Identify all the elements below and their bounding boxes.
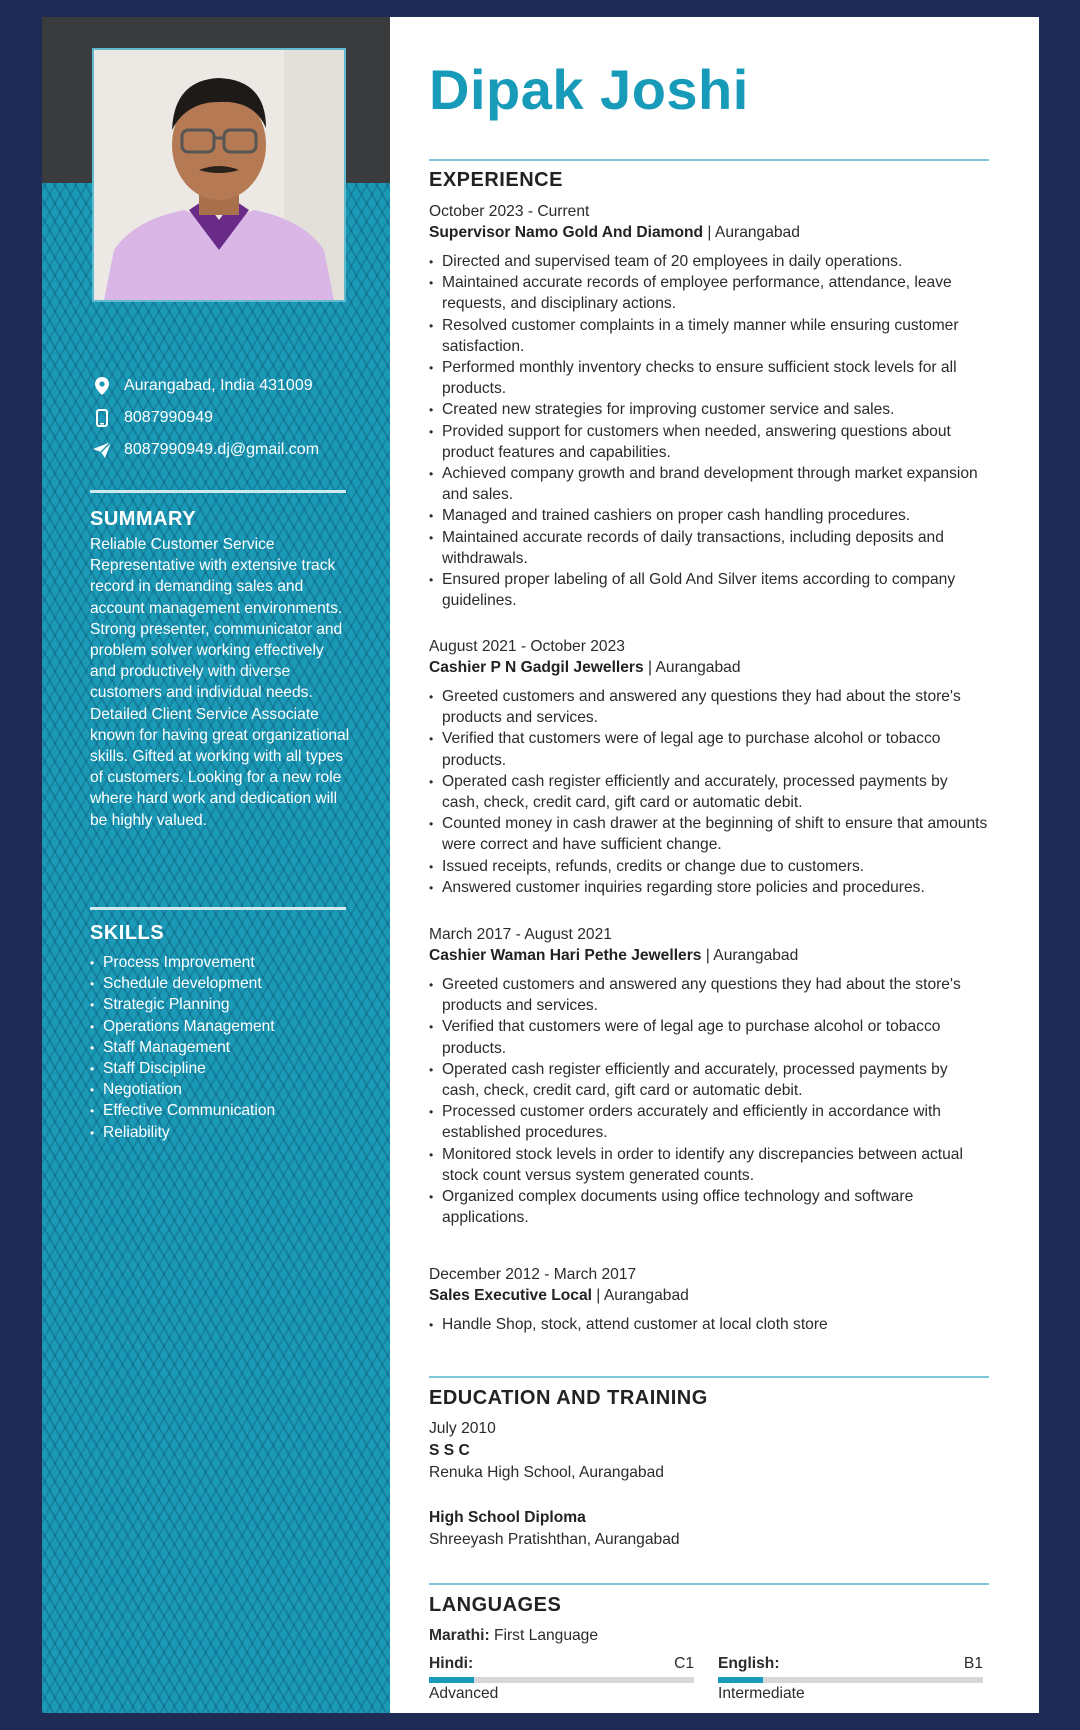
job-bullet: • Created new strategies for improving customer service and sales.: [429, 399, 989, 420]
language-level: First Language: [494, 1627, 599, 1644]
job-bullet: • Organized complex documents using office technology and software applications.: [429, 1186, 989, 1228]
job-bullet: • Ensured proper labeling of all Gold And Silver items according to company guidelines.: [429, 569, 989, 611]
job-bullet: • Issued receipts, refunds, credits or change due to customers.: [429, 856, 989, 877]
job-title: Supervisor Namo Gold And Diamond | Aurangabad: [429, 224, 800, 241]
job-bullet: • Verified that customers were of legal age to purchase alcohol or tobacco products.: [429, 728, 989, 770]
job-bullet: • Greeted customers and answered any questions they had about the store's products and services.: [429, 686, 989, 728]
location-pin-icon: [90, 376, 114, 396]
job-bullet: • Answered customer inquiries regarding store policies and procedures.: [429, 877, 989, 898]
job-bullets: [429, 686, 989, 898]
job-date: December 2012 - March 2017: [429, 1266, 637, 1283]
skill-item: • Staff Discipline: [90, 1058, 352, 1079]
section-rule: [429, 159, 989, 161]
skill-item: • Schedule development: [90, 973, 352, 994]
education-school: Renuka High School, Aurangabad: [429, 1464, 664, 1481]
job-bullet: • Verified that customers were of legal age to purchase alcohol or tobacco products.: [429, 1016, 989, 1058]
job-bullet: • Counted money in cash drawer at the beginning of shift to ensure that amounts were correct and have sufficient change.: [429, 813, 989, 855]
language-name: Hindi:: [429, 1655, 474, 1672]
languages-heading: LANGUAGES: [429, 1594, 562, 1616]
skills-heading: SKILLS: [90, 922, 165, 944]
job-bullet: • Managed and trained cashiers on proper cash handling procedures.: [429, 505, 989, 526]
email-link[interactable]: 8087990949.dj@gmail.com: [124, 441, 320, 458]
job-bullet: • Processed customer orders accurately and efficiently in accordance with established procedures.: [429, 1101, 989, 1143]
skill-item: • Strategic Planning: [90, 994, 352, 1015]
language-code: B1: [963, 1655, 983, 1672]
section-rule: [429, 1583, 989, 1585]
job-bullet: • Monitored stock levels in order to identify any discrepancies between actual stock count versus system generated counts.: [429, 1144, 989, 1186]
job-bullet: • Greeted customers and answered any questions they had about the store's products and services.: [429, 974, 989, 1016]
job-title: Sales Executive Local | Aurangabad: [429, 1287, 689, 1304]
job-bullet: • Operated cash register efficiently and accurately, processed payments by cash, check, credit card, gift card or automatic debit.: [429, 1059, 989, 1101]
job-bullet: • Provided support for customers when needed, answering questions about product features and capabilities.: [429, 421, 989, 463]
resume-page: [42, 17, 1039, 1713]
language-name: English:: [718, 1655, 780, 1672]
language-proficiency-bar: [429, 1677, 694, 1683]
sidebar: [42, 17, 390, 1713]
education-entry: [429, 1418, 989, 1484]
phone-icon: [90, 408, 114, 428]
native-language: [429, 1625, 989, 1647]
skill-item: • Process Improvement: [90, 952, 352, 973]
education-heading: EDUCATION AND TRAINING: [429, 1387, 708, 1409]
language-proficiency-fill: [429, 1677, 474, 1683]
language-code: C1: [674, 1655, 694, 1672]
job-date: March 2017 - August 2021: [429, 926, 612, 943]
phone-link[interactable]: 8087990949: [124, 409, 213, 426]
skill-item: • Negotiation: [90, 1079, 352, 1100]
skill-item: • Operations Management: [90, 1016, 352, 1037]
language-name: Marathi:: [429, 1627, 490, 1644]
summary-heading: SUMMARY: [90, 508, 197, 530]
language-proficiency-fill: [718, 1677, 763, 1683]
experience-heading: EXPERIENCE: [429, 169, 563, 191]
job-entry: [429, 201, 989, 611]
job-title: Cashier P N Gadgil Jewellers | Aurangabad: [429, 659, 741, 676]
contact-phone: [90, 402, 350, 434]
contact-block: [90, 370, 350, 466]
job-bullet: • Resolved customer complaints in a timely manner while ensuring customer satisfaction.: [429, 315, 989, 357]
language-entry: [429, 1653, 694, 1705]
skills-list: [90, 952, 352, 1143]
language-level: Intermediate: [718, 1685, 805, 1702]
sidebar-divider: [90, 490, 346, 493]
job-bullet: • Handle Shop, stock, attend customer at local cloth store: [429, 1314, 989, 1335]
job-bullet: • Operated cash register efficiently and accurately, processed payments by cash, check, credit card, gift card or automatic debit.: [429, 771, 989, 813]
education-entry: [429, 1507, 989, 1551]
contact-email: [90, 434, 350, 466]
job-bullet: • Directed and supervised team of 20 employees in daily operations.: [429, 251, 989, 272]
contact-location: Aurangabad, India 431009: [90, 370, 350, 402]
job-bullets: [429, 1314, 989, 1335]
job-entry: [429, 636, 989, 898]
education-school: Shreeyash Pratishthan, Aurangabad: [429, 1531, 680, 1548]
job-bullet: • Maintained accurate records of employee performance, attendance, leave requests, and disciplinary actions.: [429, 272, 989, 314]
skill-item: • Effective Communication: [90, 1100, 352, 1121]
section-rule: [429, 1376, 989, 1378]
job-bullets: [429, 251, 989, 611]
language-proficiency-bar: [718, 1677, 983, 1683]
education-degree: S S C: [429, 1442, 470, 1459]
job-bullet: • Performed monthly inventory checks to ensure sufficient stock levels for all products.: [429, 357, 989, 399]
job-bullet: • Maintained accurate records of daily transactions, including deposits and withdrawals.: [429, 527, 989, 569]
job-title: Cashier Waman Hari Pethe Jewellers | Aurangabad: [429, 947, 799, 964]
job-date: August 2021 - October 2023: [429, 638, 625, 655]
education-date: July 2010: [429, 1420, 496, 1437]
skill-item: • Staff Management: [90, 1037, 352, 1058]
job-entry: [429, 1264, 989, 1335]
language-level: Advanced: [429, 1685, 499, 1702]
profile-photo: [92, 48, 346, 302]
job-bullet: • Achieved company growth and brand development through market expansion and sales.: [429, 463, 989, 505]
job-entry: [429, 924, 989, 1228]
sidebar-divider: [90, 907, 346, 910]
job-bullets: [429, 974, 989, 1228]
language-entry: [718, 1653, 983, 1705]
education-degree: High School Diploma: [429, 1509, 586, 1526]
skill-item: • Reliability: [90, 1122, 352, 1143]
summary-text: Reliable Customer Service Representative with extensive track record in demanding sales and account management environments. Strong presenter, communicator and problem solver working effectively and productively with diverse customers and individual needs. Detailed Client Service Associate known for having great organizational skills. Gifted at working with all types of customers. Looking for a new role where hard work and dedication will be highly valued.: [90, 536, 350, 829]
send-icon: [90, 440, 114, 460]
candidate-name: Dipak Joshi: [429, 58, 749, 121]
job-date: October 2023 - Current: [429, 203, 590, 220]
